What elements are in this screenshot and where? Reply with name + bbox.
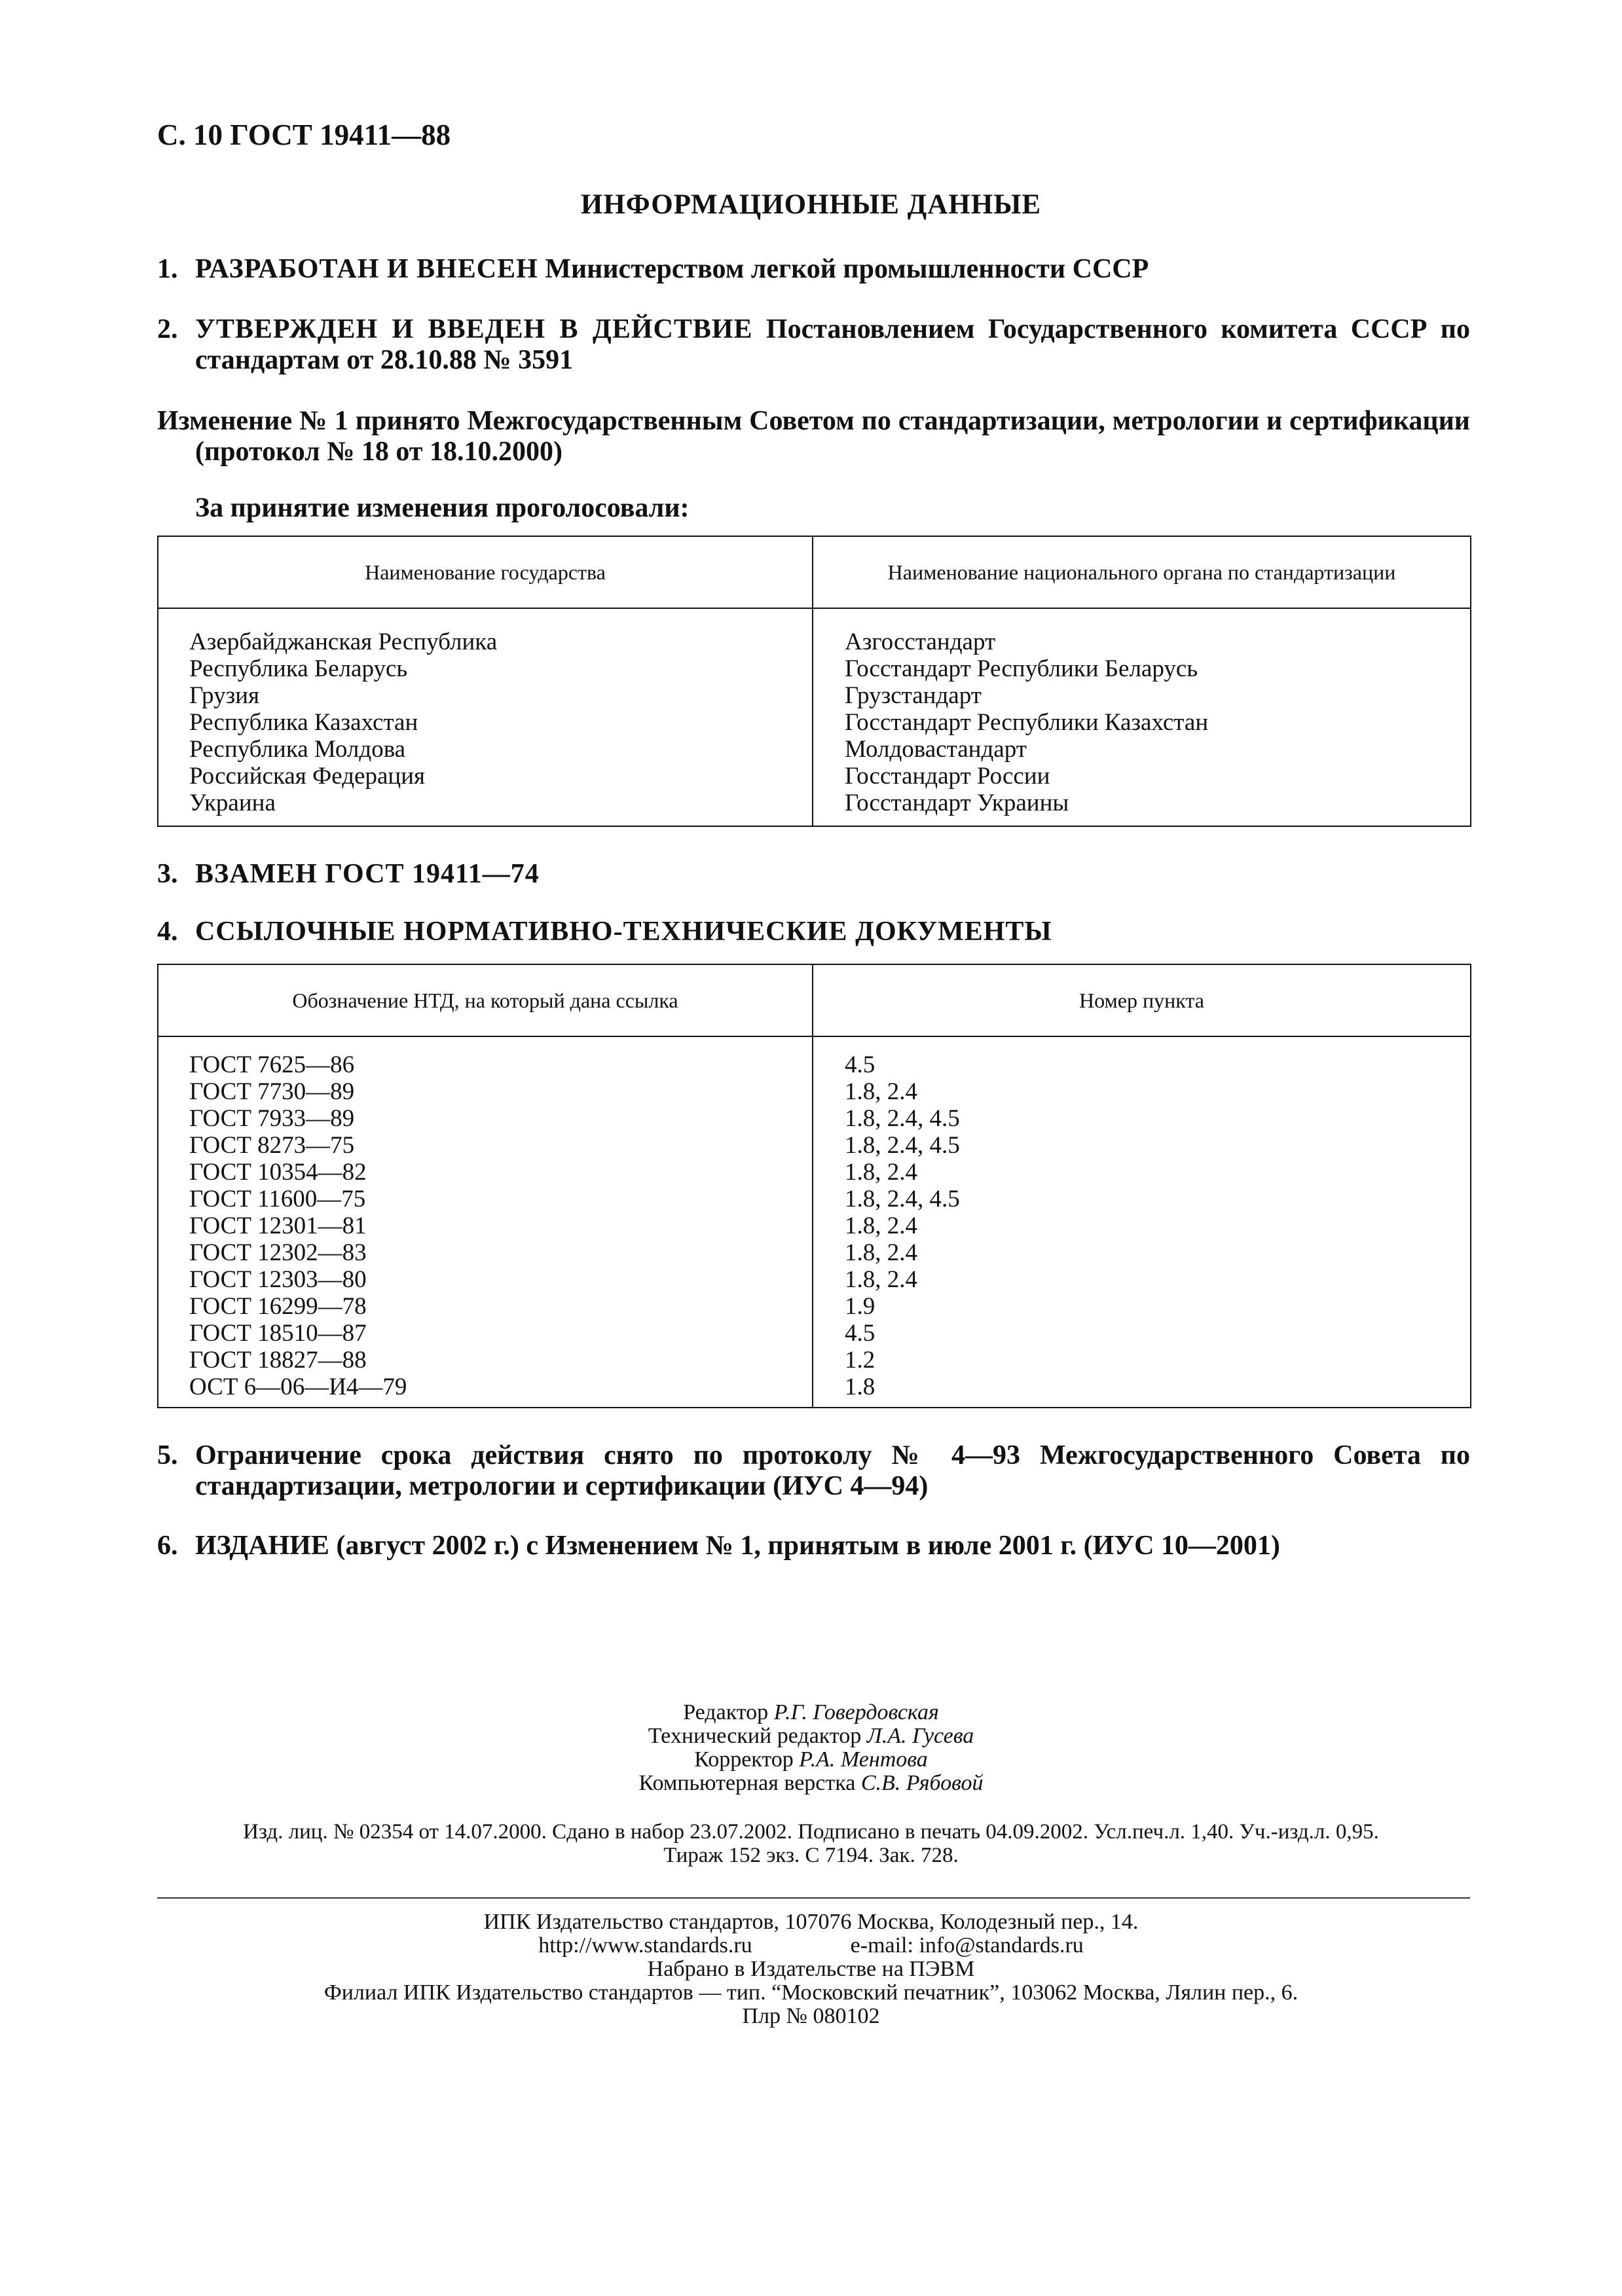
item-number: 6. [157,1531,178,1561]
credit-corrector [0,1748,1622,1772]
doc-designation: ГОСТ 18510—87 [189,1320,367,1347]
doc-designation: ОСТ 6—06—И4—79 [189,1374,407,1400]
credit-tech-editor [0,1724,1622,1748]
state-name: Республика Беларусь [189,655,408,682]
doc-designation: ГОСТ 18827—88 [189,1347,367,1374]
credit-person: Л.А. Гусева [866,1724,974,1748]
docs-column [158,1036,813,1408]
item-caps: РАЗРАБОТАН И ВНЕСЕН [195,254,538,284]
body-name: Госстандарт Украины [845,790,1069,816]
page-title: ИНФОРМАЦИОННЫЕ ДАННЫЕ [580,189,1042,220]
imprint [0,1820,1622,1867]
doc-designation: ГОСТ 8273—75 [189,1132,355,1159]
divider [157,1897,1470,1899]
doc-designation: ГОСТ 12303—80 [189,1266,367,1293]
imprint-line: Тираж 152 экз. С 7194. Зак. 728. [663,1844,959,1867]
doc-designation: ГОСТ 16299—78 [189,1293,367,1320]
state-name: Грузия [189,682,260,709]
item-text: ВЗАМЕН ГОСТ 19411—74 [195,859,540,889]
table-header: Обозначение НТД, на который дана ссылка [158,964,813,1036]
item-number: 2. [157,314,178,344]
state-name: Российская Федерация [189,763,426,790]
clause-number: 1.8, 2.4, 4.5 [845,1105,960,1132]
publisher [0,1910,1622,2028]
clause-number: 1.8 [845,1374,876,1400]
website-link[interactable]: http://www.standards.ru [538,1933,752,1958]
item-text: ССЫЛОЧНЫЕ НОРМАТИВНО-ТЕХНИЧЕСКИЕ ДОКУМЕНТЫ [195,917,1052,947]
table-header: Наименование государства [158,536,813,608]
clause-number: 1.8, 2.4, 4.5 [845,1132,960,1159]
doc-designation: ГОСТ 7625—86 [189,1051,355,1078]
doc-designation: ГОСТ 12301—81 [189,1212,367,1239]
bodies-column [813,608,1471,826]
body-name: Молдовастандарт [845,736,1027,763]
imprint-line: Изд. лиц. № 02354 от 14.07.2000. Сдано в набор 23.07.2002. Подписано в печать 04.09.2002. Усл.печ.л. 1,40. Уч.-изд.л. 0,95. [243,1820,1379,1844]
clause-number: 1.8, 2.4 [845,1212,917,1239]
item-text: Министерством легкой промышленности СССР [538,254,1149,284]
doc-designation: ГОСТ 7730—89 [189,1078,355,1105]
state-name: Республика Молдова [189,736,406,763]
clause-number: 4.5 [845,1051,876,1078]
body-name: Госстандарт Республики Беларусь [845,655,1198,682]
table-header: Наименование национального органа по стандартизации [813,536,1471,608]
item-text: Постановлением Государственного комитета СССР по стандартам от 28.10.88 № 3591 [195,314,1470,375]
item-caps: УТВЕРЖДЕН И ВВЕДЕН В ДЕЙСТВИЕ [195,314,753,344]
publisher-contacts [0,1934,1622,1958]
credit-person: Р.Г. Говердовская [773,1700,939,1724]
doc-designation: ГОСТ 12302—83 [189,1239,367,1266]
item-text: Ограничение срока действия снято по протоколу № 4—93 Межгосударственного Совета по стандартизации, метрологии и сертификации (ИУС 4—94) [195,1440,1470,1501]
credit-person: С.В. Рябовой [860,1771,984,1795]
states-table [157,536,1471,827]
state-name: Украина [189,790,276,816]
clauses-column [813,1036,1471,1408]
credit-person: Р.А. Ментова [799,1747,928,1772]
publisher-line: Набрано в Издательстве на ПЭВМ [647,1957,975,1981]
item-number: 1. [157,254,178,284]
item-1 [157,254,1470,285]
states-column [158,608,813,826]
credit-editor [0,1701,1622,1724]
table-header: Номер пункта [813,964,1471,1036]
item-number: 3. [157,859,178,889]
body-name: Госстандарт России [845,763,1050,790]
publisher-line: Плр № 080102 [742,2004,880,2028]
state-name: Республика Казахстан [189,709,418,736]
body-name: Госстандарт Республики Казахстан [845,709,1209,736]
item-6 [157,1531,1470,1561]
credit-layout [0,1772,1622,1795]
page-header: С. 10 ГОСТ 19411—88 [157,118,451,151]
credit-label: Технический редактор [648,1724,862,1748]
clause-number: 1.8, 2.4, 4.5 [845,1186,960,1212]
item-text: ИЗДАНИЕ (август 2002 г.) с Изменением № 1, принятым в июле 2001 г. (ИУС 10—2001) [195,1531,1280,1561]
item-number: 4. [157,917,178,947]
clause-number: 1.8, 2.4 [845,1078,917,1105]
item-2 [157,314,1470,376]
change-note: Изменение № 1 принято Межгосударственным Советом по стандартизации, метрологии и сертификации (протокол № 18 от 18.10.2000) [157,406,1470,467]
clause-number: 1.2 [845,1347,876,1374]
item-3 [157,859,1470,890]
publisher-line: ИПК Издательство стандартов, 107076 Москва, Колодезный пер., 14. [483,1910,1139,1934]
body-name: Азгосстандарт [845,629,996,655]
email-link[interactable]: e-mail: info@standards.ru [850,1933,1084,1958]
item-number: 5. [157,1440,178,1470]
credit-label: Компьютерная верстка [638,1771,856,1795]
doc-designation: ГОСТ 7933—89 [189,1105,355,1132]
voted-heading: За принятие изменения проголосовали: [195,493,690,523]
doc-designation: ГОСТ 11600—75 [189,1186,366,1212]
publisher-line: Филиал ИПК Издательство стандартов — тип. “Московский печатник”, 103062 Москва, Лялин пер., 6. [323,1980,1299,2005]
item-5 [157,1440,1470,1502]
clause-number: 4.5 [845,1320,876,1347]
clause-number: 1.9 [845,1293,876,1320]
references-table [157,964,1471,1408]
credits [0,1701,1622,1795]
credit-label: Редактор [683,1700,769,1724]
body-name: Грузстандарт [845,682,982,709]
doc-designation: ГОСТ 10354—82 [189,1159,367,1186]
clause-number: 1.8, 2.4 [845,1266,917,1293]
clause-number: 1.8, 2.4 [845,1239,917,1266]
credit-label: Корректор [694,1747,794,1772]
clause-number: 1.8, 2.4 [845,1159,917,1186]
state-name: Азербайджанская Республика [189,629,498,655]
item-4 [157,917,1470,947]
